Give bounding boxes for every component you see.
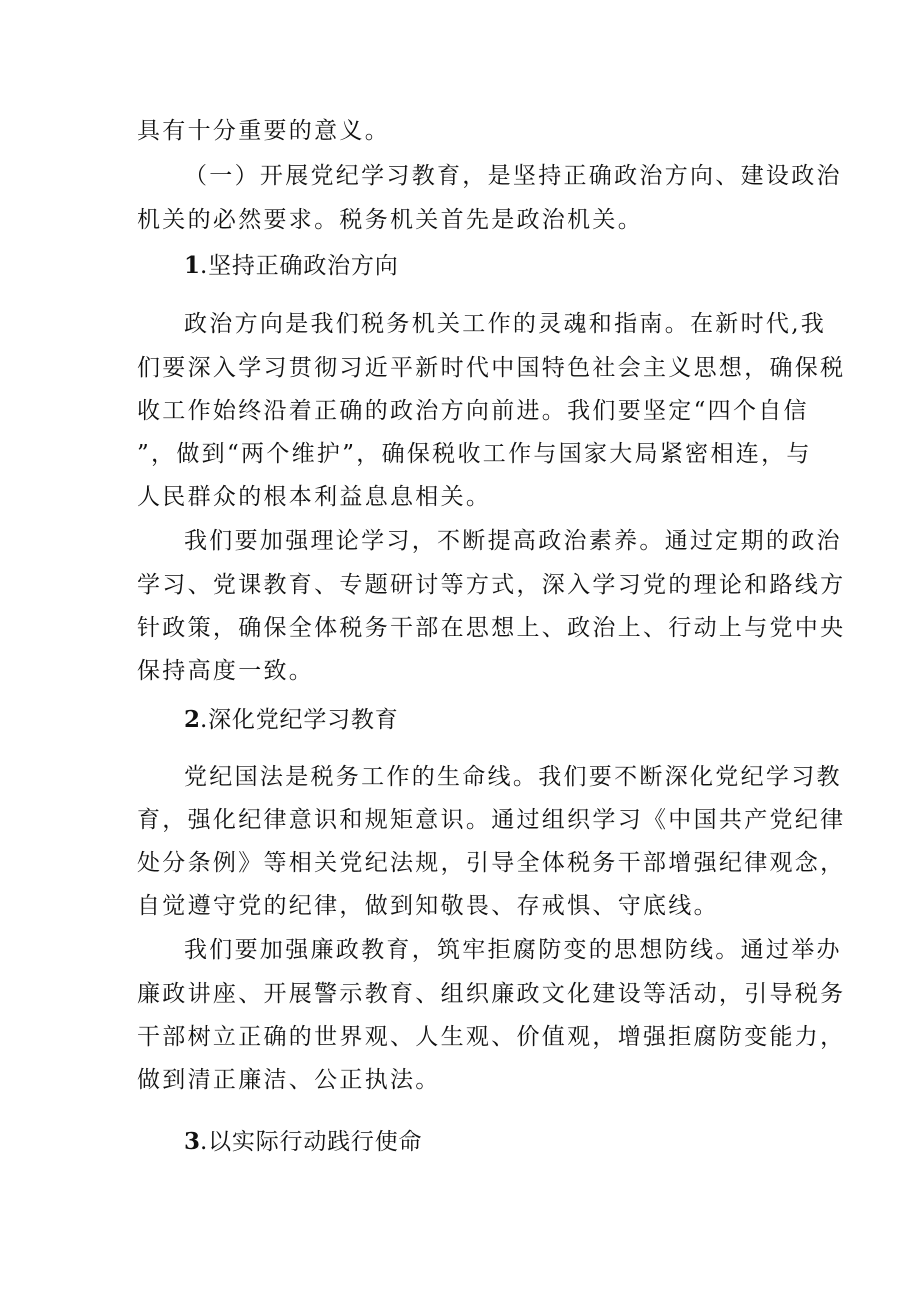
subheading-text: .坚持正确政治方向	[200, 253, 399, 279]
text-line: 廉政讲座、开展警示教育、组织廉政文化建设等活动，引导税务	[137, 981, 846, 1007]
paragraph-start-line: 我们要加强廉政教育，筑牢拒腐防变的思想防线。通过举办	[184, 937, 842, 963]
text-line: 做到清正廉洁、公正执法。	[137, 1067, 441, 1093]
text-line: 收工作始终沿着正确的政治方向前进。我们要坚定“四个自信	[137, 398, 809, 424]
text-line: 人民群众的根本利益息息相关。	[137, 484, 492, 510]
paragraph-start-line: 党纪国法是税务工作的生命线。我们要不断深化党纪学习教	[184, 764, 842, 790]
text-line: 育，强化纪律意识和规矩意识。通过组织学习《中国共产党纪律	[137, 807, 846, 833]
text-line: 针政策，确保全体税务干部在思想上、政治上、行动上与党中央	[137, 615, 846, 641]
text-line: 具有十分重要的意义。	[137, 118, 390, 144]
subheading-text: .以实际行动践行使命	[200, 1129, 423, 1155]
text-line: 学习、党课教育、专题研讨等方式，深入学习党的理论和路线方	[137, 572, 846, 598]
text-line: 干部树立正确的世界观、人生观、价值观，增强拒腐防变能力，	[137, 1024, 846, 1050]
text-line: 保持高度一致。	[137, 658, 315, 684]
text-line: 机关的必然要求。税务机关首先是政治机关。	[137, 207, 643, 233]
text-line: 们要深入学习贯彻习近平新时代中国特色社会主义思想，确保税	[137, 355, 846, 381]
text-line: 处分条例》等相关党纪法规，引导全体税务干部增强纪律观念，	[137, 850, 846, 876]
text-line: 自觉遵守党的纪律，做到知敬畏、存戒惧、守底线。	[137, 893, 719, 919]
subheading-number: 2	[184, 706, 201, 733]
paragraph-start-line: 我们要加强理论学习，不断提高政治素养。通过定期的政治	[184, 528, 842, 554]
paragraph-start-line: 政治方向是我们税务机关工作的灵魂和指南。在新时代,我	[184, 311, 827, 337]
subheading-number: 1	[184, 252, 201, 279]
subheading-2	[184, 705, 797, 735]
section-title-line: （一）开展党纪学习教育，是坚持正确政治方向、建设政治	[184, 163, 842, 189]
subheading-3	[184, 1127, 797, 1157]
text-line: ”，做到“两个维护”，确保税收工作与国家大局紧密相连，与	[137, 441, 812, 467]
subheading-number: 3	[184, 1128, 201, 1155]
subheading-1	[184, 251, 797, 281]
subheading-text: .深化党纪学习教育	[200, 707, 399, 733]
